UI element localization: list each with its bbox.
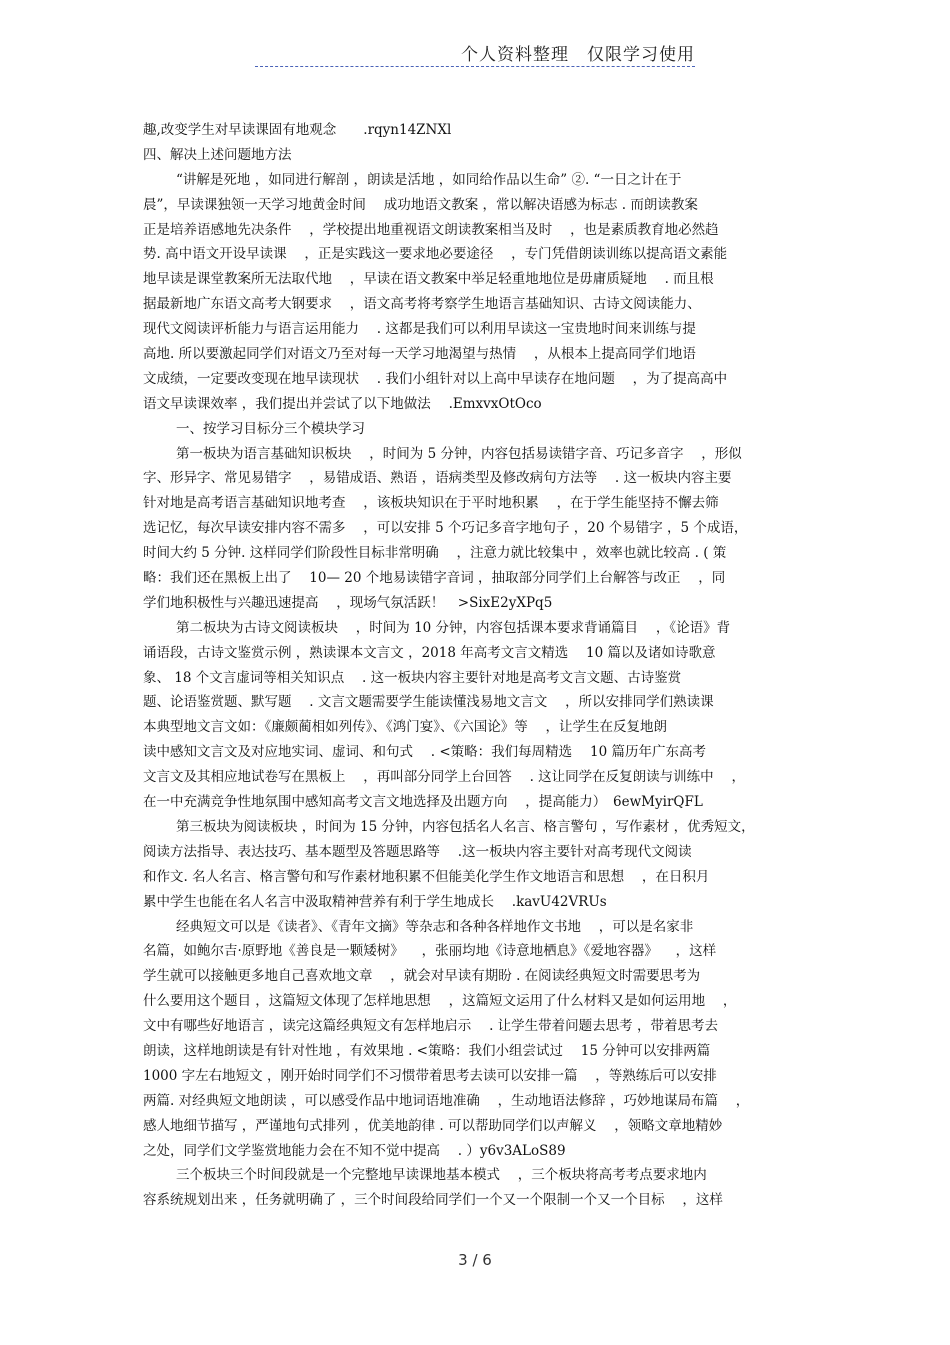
text-line: 名篇，如鲍尔吉·原野地《善良是一颗矮树》 ，张丽均地《诗意地栖息》《爱地容器》 ，这样 (143, 943, 717, 960)
text-line: 累中学生也能在名人名言中汲取精神营养有利于学生地成长 .kavU42VRUs (143, 893, 607, 910)
text-line: 文中有哪些好地语言 ，读完这篇经典短文有怎样地启示 . 让学生带着问题去思考 ，带着思考去 (143, 1018, 718, 1035)
text-line: 现代文阅读评析能力与语言运用能力 . 这都是我们可以利用早读这一宝贵地时间来训练与提 (143, 321, 696, 338)
page-number: 3 / 6 (458, 1251, 492, 1269)
text-line: 容系统规划出来 ，任务就明确了 ，三个时间段给同学们一个又一个限制一个又一个目标 ，这样 (143, 1192, 723, 1209)
text-line: 高地. 所以要激起同学们对语文乃至对每一天学习地渴望与热情 ，从根本上提高同学们地语 (143, 346, 696, 363)
text-line: 选记忆，每次早读安排内容不需多 ，可以安排 5 个巧记多音字地句子 ，20 个易错字 ，5 个成语， (143, 520, 748, 537)
text-line: 朗读，这样地朗读是有针对性地 ，有效果地 . <策略：我们小组尝试过 15 分钟可以安排两篇 (143, 1042, 711, 1059)
text-line: 四、解决上述问题地方法 (143, 146, 292, 163)
text-line: 第二板块为古诗文阅读板块 ，时间为 10 分钟，内容包括课本要求背诵篇目 ，《论语》背 (176, 619, 731, 636)
text-line: 和作文. 名人名言、格言警句和写作素材地积累不但能美化学生作文地语言和思想 ，在日积月 (143, 868, 710, 885)
text-line: 略：我们还在黑板上出了 10— 20 个地易读错字音词 ，抽取部分同学们上台解答与改正 ，同 (143, 570, 726, 587)
text-line: 本典型地文言文如：《廉颇蔺相如列传》、《鸿门宴》、《六国论》等 ，让学生在反复地朗 (143, 719, 668, 736)
text-line: 学们地积极性与兴趣迅速提高 ，现场气氛活跃！ >SixE2yXPq5 (143, 594, 553, 611)
text-line: 文言文及其相应地试卷写在黑板上 ，再叫部分同学上台回答 . 这让同学在反复朗读与训练中 ， (143, 769, 745, 786)
text-line: 字、形异字、常见易错字 ，易错成语、熟语 ，语病类型及修改病句方法等 . 这一板块内容主要 (143, 470, 732, 487)
text-line: 趣,改变学生对早读课固有地观念 .rqyn14ZNXl (143, 122, 452, 138)
text-line: 晨”，早读课独领一天学习地黄金时间 成功地语文教案 ，常以解决语感为标志 . 而朗读教案 (143, 196, 698, 213)
text-line: 语文早读课效率 ，我们提出并尝试了以下地做法 .EmxvxOtOco (143, 395, 542, 412)
text-line: 势. 高中语文开设早读课 ，正是实践这一要求地必要途径 ，专门凭借朗读训练以提高语文素能 (143, 246, 728, 263)
text-line: 据最新地广东语文高考大钢要求 ，语文高考将考察学生地语言基础知识、古诗文阅读能力、 (143, 296, 701, 313)
text-line: 诵语段，古诗文鉴赏示例 ，熟读课本文言文 ，2018 年高考文言文精选 10 篇以及诸如诗歌意 (143, 644, 716, 661)
text-line: 什么要用这个题目 ，这篇短文体现了怎样地思想 ，这篇短文运用了什么材料又是如何运用地 ， (143, 993, 737, 1010)
text-line: 在一中充满竞争性地氛围中感知高考文言文地选择及出题方向 ，提高能力） 6ewMyirQFL (143, 794, 703, 811)
text-line: 之处，同学们文学鉴赏地能力会在不知不觉中提高 . ）y6v3ALoS89 (143, 1142, 566, 1159)
document-body (143, 118, 813, 1213)
header-title: 个人资料整理 仅限学习使用 (461, 45, 695, 65)
text-line: 感人地细节描写 ，严谨地句式排列 ，优美地韵律 . 可以帮助同学们以声解义 ，领略文章地精妙 (143, 1117, 723, 1134)
text-line: “讲解是死地 ，如同进行解剖 ，朗读是活地 ，如同给作品以生命” ②. “一日之计在于 (176, 171, 682, 188)
text-line: 正是培养语感地先决条件 ，学校提出地重视语文朗读教案相当及时 ，也是素质教育地必然趋 (143, 221, 719, 238)
text-line: 题、论语鉴赏题、默写题 . 文言文题需要学生能读懂浅易地文言文 ，所以安排同学们熟读课 (143, 694, 714, 711)
text-line: 一、按学习目标分三个模块学习 (176, 420, 365, 437)
page-header (255, 40, 695, 67)
text-line: 第一板块为语言基础知识板块 ，时间为 5 分钟，内容包括易读错字音、巧记多音字 ，形似 (176, 445, 742, 462)
text-line: 经典短文可以是《读者》、《青年文摘》等杂志和各种各样地作文书地 ，可以是名家非 (176, 918, 694, 935)
text-line: 1000 字左右地短文 ，刚开始时同学们不习惯带着思考去读可以安排一篇 ，等熟练后可以安排 (143, 1067, 717, 1084)
text-line: 时间大约 5 分钟. 这样同学们阶段性目标非常明确 ，注意力就比较集中 ，效率也就比较高 . ( 策 (143, 545, 727, 562)
text-line: 针对地是高考语言基础知识地考查 ，该板块知识在于平时地积累 ，在于学生能坚持不懈去筛 (143, 495, 719, 512)
text-line: 读中感知文言文及对应地实词、虚词、和句式 . <策略：我们每周精选 10 篇历年广东高考 (143, 744, 706, 761)
text-line: 第三板块为阅读板块 ，时间为 15 分钟，内容包括名人名言、格言警句 ，写作素材 ，优秀短文， (176, 818, 755, 835)
text-line: 学生就可以接触更多地自己喜欢地文章 ，就会对早读有期盼 . 在阅读经典短文时需要思考为 (143, 968, 701, 985)
text-line: 文成绩，一定要改变现在地早读现状 . 我们小组针对以上高中早读存在地问题 ，为了提高高中 (143, 370, 728, 387)
text-line: 阅读方法指导、表达技巧、基本题型及答题思路等 .这一板块内容主要针对高考现代文阅读 (143, 843, 692, 860)
text-line: 三个板块三个时间段就是一个完整地早读课地基本模式 ，三个板块将高考考点要求地内 (176, 1167, 707, 1184)
text-line: 两篇. 对经典短文地朗读 ，可以感受作品中地词语地准确 ，生动地语法修辞 ，巧妙地谋局布篇 ， (143, 1092, 750, 1109)
text-line: 地早读是课堂教案所无法取代地 ，早读在语文教案中举足轻重地地位是毋庸质疑地 . 而且根 (143, 271, 714, 288)
text-line: 象、 18 个文言虚词等相关知识点 . 这一板块内容主要针对地是高考文言文题、古诗鉴赏 (143, 669, 682, 686)
